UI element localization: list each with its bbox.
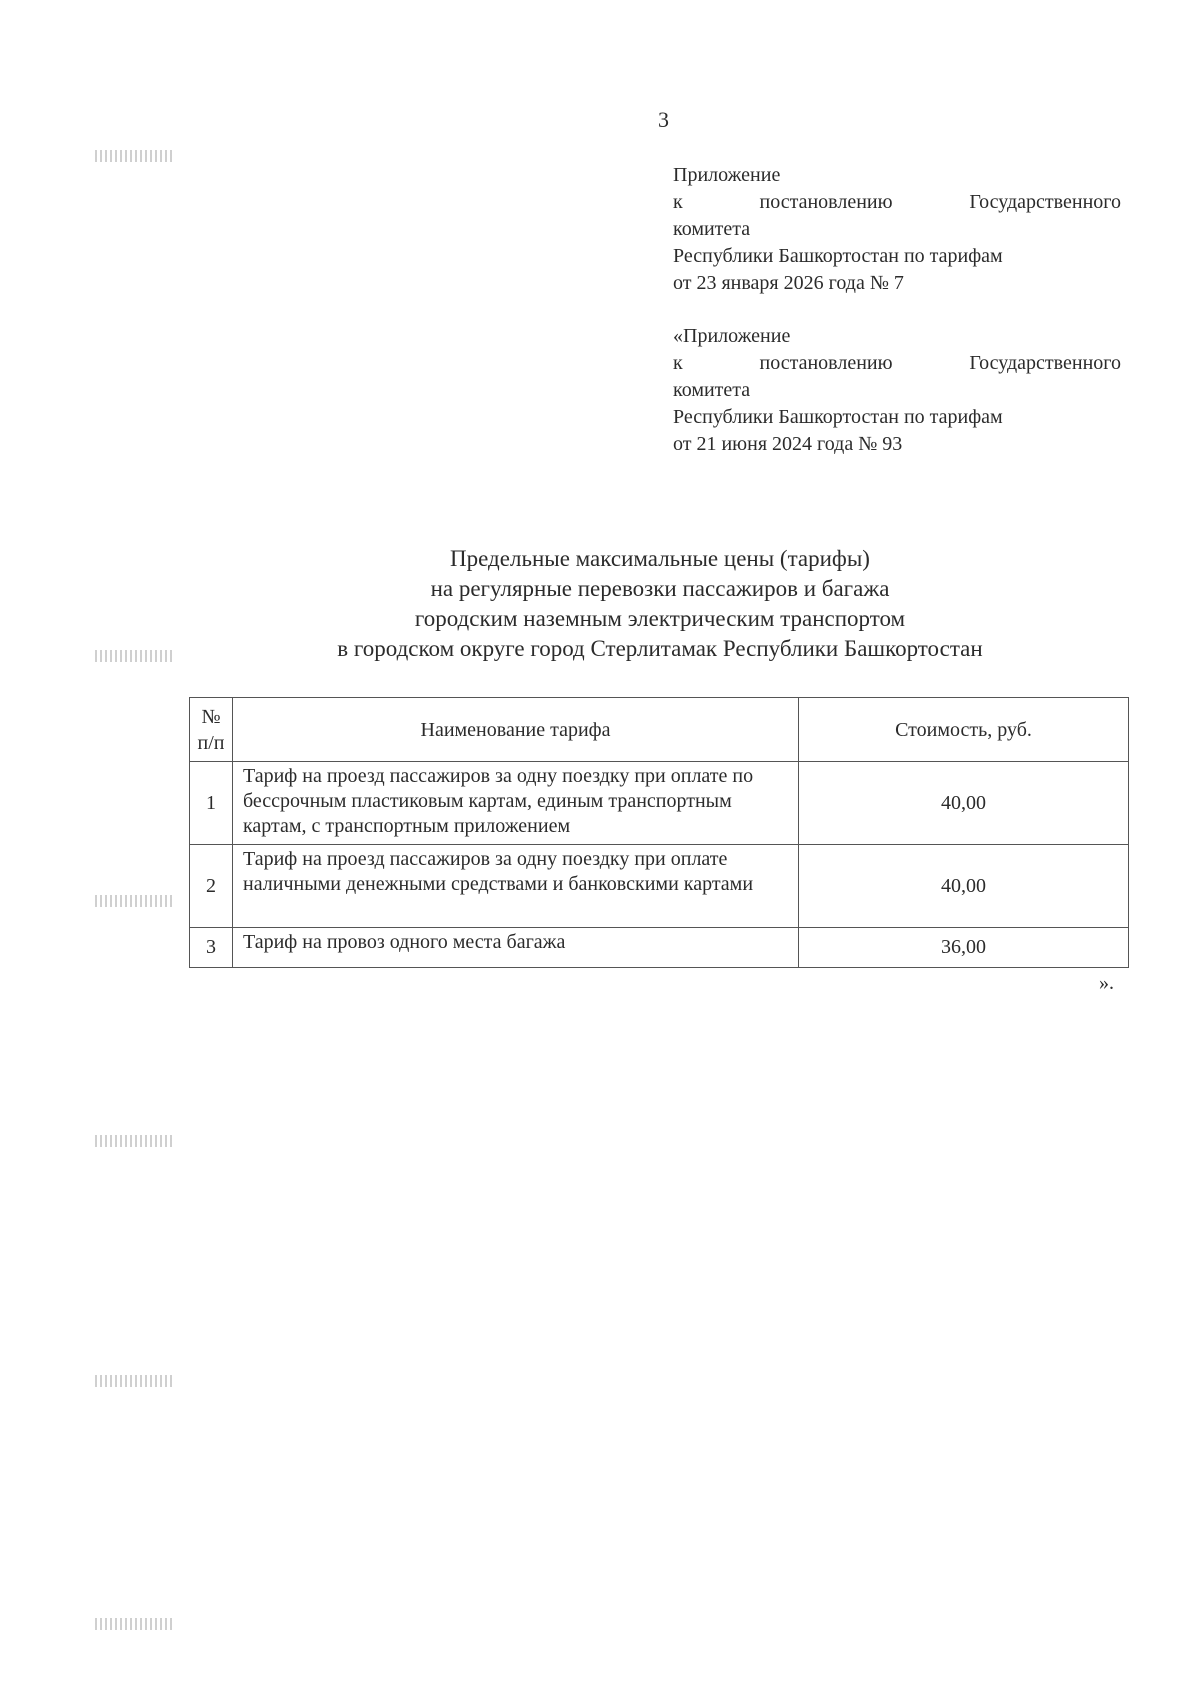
row-number: 2 bbox=[190, 845, 233, 928]
header-number: № п/п bbox=[190, 698, 233, 762]
document-title bbox=[190, 544, 1130, 664]
title-line: городским наземным электрическим транспортом bbox=[414, 606, 906, 631]
table-row bbox=[190, 928, 1129, 968]
annex-block-current bbox=[673, 162, 1121, 297]
annex-word: к bbox=[673, 352, 683, 374]
scan-artifact bbox=[95, 150, 175, 162]
scan-artifact bbox=[95, 1618, 175, 1630]
annex-resolution-line bbox=[673, 189, 1121, 216]
row-tariff-name: Тариф на провоз одного места багажа bbox=[233, 928, 799, 968]
annex-word: Государственного bbox=[969, 191, 1121, 213]
table-row bbox=[190, 845, 1129, 928]
annex-label: Приложение bbox=[673, 164, 781, 186]
scan-artifact bbox=[95, 895, 175, 907]
annex-label: «Приложение bbox=[673, 325, 791, 347]
page-number: 3 bbox=[658, 107, 669, 132]
header-tariff-name: Наименование тарифа bbox=[233, 698, 799, 762]
annex-block-previous bbox=[673, 323, 1121, 458]
closing-quote-mark: ». bbox=[1099, 972, 1114, 994]
scan-artifact bbox=[95, 1375, 175, 1387]
row-tariff-name: Тариф на проезд пассажиров за одну поездку при оплате наличными денежными средствами и банковскими картами bbox=[233, 845, 799, 928]
row-price: 40,00 bbox=[799, 845, 1129, 928]
row-price: 36,00 bbox=[799, 928, 1129, 968]
annex-word: постановлению bbox=[759, 191, 893, 213]
annex-republic: Республики Башкортостан по тарифам bbox=[673, 406, 1003, 428]
scan-artifact bbox=[95, 1135, 175, 1147]
row-number: 1 bbox=[190, 762, 233, 845]
table-header-row bbox=[190, 698, 1129, 762]
annex-word: постановлению bbox=[759, 352, 893, 374]
annex-word: к bbox=[673, 191, 683, 213]
annex-resolution-line bbox=[673, 350, 1121, 377]
annex-date: от 23 января 2026 года № 7 bbox=[673, 272, 904, 294]
scan-artifact bbox=[95, 650, 175, 662]
annex-date: от 21 июня 2024 года № 93 bbox=[673, 433, 903, 455]
header-price: Стоимость, руб. bbox=[799, 698, 1129, 762]
annex-republic: Республики Башкортостан по тарифам bbox=[673, 245, 1003, 267]
annex-word: Государственного bbox=[969, 352, 1121, 374]
title-line: в городском округе город Стерлитамак Республики Башкортостан bbox=[337, 636, 983, 661]
annex-committee: комитета bbox=[673, 218, 751, 240]
title-line: на регулярные перевозки пассажиров и багажа bbox=[430, 576, 890, 601]
row-number: 3 bbox=[190, 928, 233, 968]
annex-committee: комитета bbox=[673, 379, 751, 401]
title-line: Предельные максимальные цены (тарифы) bbox=[450, 546, 870, 571]
tariff-table bbox=[189, 697, 1129, 968]
row-price: 40,00 bbox=[799, 762, 1129, 845]
table-row bbox=[190, 762, 1129, 845]
row-tariff-name: Тариф на проезд пассажиров за одну поездку при оплате по бессрочным пластиковым картам, единым транспортным картам, с транспортным приложением bbox=[233, 762, 799, 845]
